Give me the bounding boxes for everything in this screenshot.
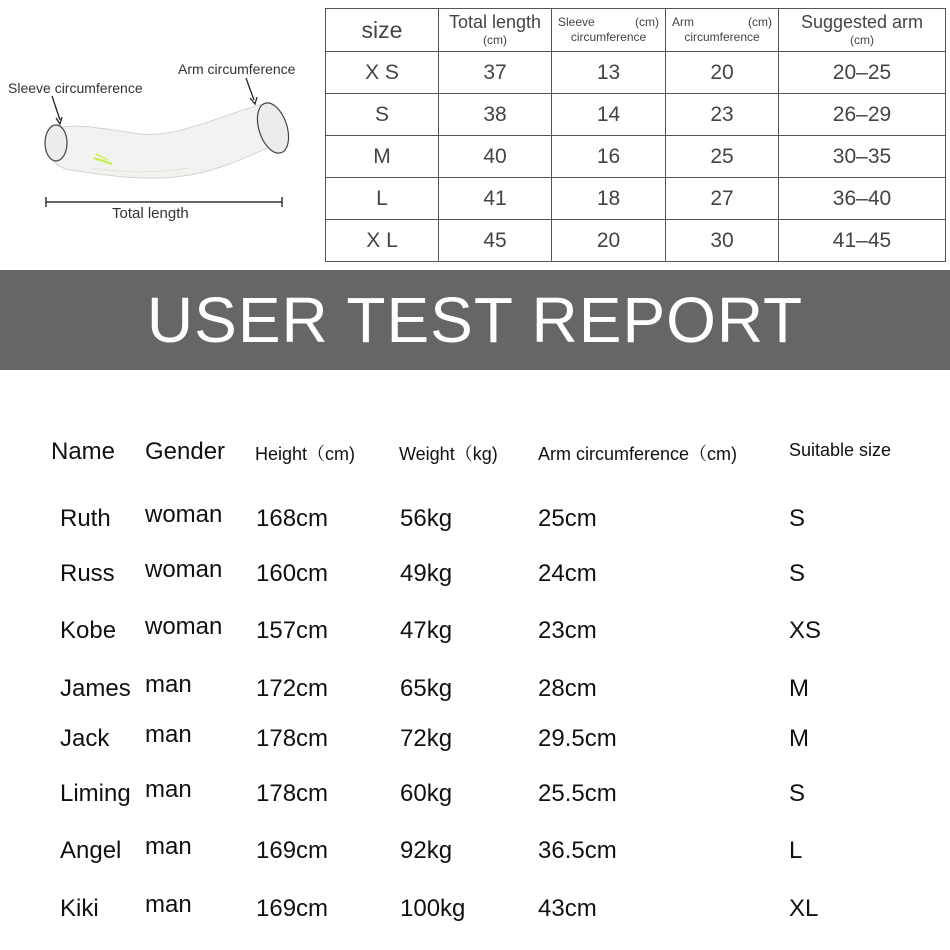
size-cell: X L <box>326 220 439 262</box>
report-name-cell: James <box>60 675 131 702</box>
report-header-gender: Gender <box>145 438 226 465</box>
size-cell: L <box>326 178 439 220</box>
report-banner <box>0 270 950 370</box>
report-gender-cell: woman <box>145 556 223 583</box>
report-height-cell: 172cm <box>256 675 329 702</box>
size-chart-table <box>325 8 946 262</box>
report-size-cell: XL <box>789 895 819 922</box>
size-cell: S <box>326 94 439 136</box>
report-arm-cell: 24cm <box>538 560 597 587</box>
report-size-cell: S <box>789 780 806 807</box>
report-size-cell: XS <box>789 617 822 644</box>
report-size-cell: L <box>789 837 803 864</box>
sleeve-circumference-label: Sleeve circumference <box>8 80 143 96</box>
report-gender-cell: woman <box>145 613 223 640</box>
report-gender-cell: man <box>145 776 192 803</box>
report-size-cell: M <box>789 725 809 752</box>
arm-circumference-label: Arm circumference <box>178 61 296 77</box>
report-name-cell: Liming <box>60 780 131 807</box>
header-total-length: Total length (cm) <box>439 9 552 52</box>
sleeve-cell: 20 <box>552 220 666 262</box>
total-length-label: Total length <box>112 205 189 222</box>
sleeve-diagram <box>0 0 320 262</box>
size-cell: M <box>326 136 439 178</box>
sleeve-cell: 16 <box>552 136 666 178</box>
total-length-cell: 40 <box>439 136 552 178</box>
report-size-cell: S <box>789 560 806 587</box>
header-arm-circumference: Arm (cm) circumference <box>666 9 779 52</box>
report-weight-cell: 100kg <box>400 895 466 922</box>
report-weight-cell: 60kg <box>400 780 453 807</box>
arm-cell: 23 <box>666 94 779 136</box>
suggested-cell: 36–40 <box>779 178 946 220</box>
report-header-size: Suitable size <box>789 440 892 460</box>
report-gender-cell: man <box>145 721 192 748</box>
size-chart-header-row <box>326 9 946 52</box>
report-weight-cell: 72kg <box>400 725 453 752</box>
size-row <box>326 136 946 178</box>
header-suggested-arm: Suggested arm (cm) <box>779 9 946 52</box>
report-size-cell: M <box>789 675 809 702</box>
arm-cell: 20 <box>666 52 779 94</box>
report-name-cell: Kiki <box>60 895 99 922</box>
report-size-cell: S <box>789 505 806 532</box>
suggested-cell: 26–29 <box>779 94 946 136</box>
report-height-cell: 157cm <box>256 617 329 644</box>
total-length-cell: 37 <box>439 52 552 94</box>
arm-sleeve-illustration <box>0 0 320 262</box>
header-size: size <box>326 9 439 52</box>
report-gender-cell: man <box>145 671 192 698</box>
report-arm-cell: 23cm <box>538 617 597 644</box>
report-name-cell: Kobe <box>60 617 117 644</box>
suggested-cell: 41–45 <box>779 220 946 262</box>
arm-cell: 25 <box>666 136 779 178</box>
size-cell: X S <box>326 52 439 94</box>
report-name-cell: Jack <box>60 725 110 752</box>
report-header-height: Height（cm) <box>255 444 356 464</box>
report-arm-cell: 25.5cm <box>538 780 617 807</box>
banner-title: USER TEST REPORT <box>146 284 804 356</box>
report-header-arm: Arm circumference（cm) <box>538 444 738 464</box>
report-weight-cell: 47kg <box>400 617 453 644</box>
header-sleeve-circumference: Sleeve (cm) circumference <box>552 9 666 52</box>
report-weight-cell: 49kg <box>400 560 453 587</box>
arm-cell: 30 <box>666 220 779 262</box>
sleeve-cell: 18 <box>552 178 666 220</box>
report-arm-cell: 28cm <box>538 675 597 702</box>
suggested-cell: 30–35 <box>779 136 946 178</box>
report-arm-cell: 43cm <box>538 895 597 922</box>
report-weight-cell: 56kg <box>400 505 453 532</box>
report-height-cell: 178cm <box>256 780 329 807</box>
sleeve-opening-small <box>45 125 67 161</box>
size-row <box>326 94 946 136</box>
total-length-cell: 41 <box>439 178 552 220</box>
report-arm-cell: 36.5cm <box>538 837 617 864</box>
size-row <box>326 220 946 262</box>
size-row <box>326 52 946 94</box>
sleeve-cell: 13 <box>552 52 666 94</box>
report-height-cell: 169cm <box>256 895 329 922</box>
total-length-cell: 45 <box>439 220 552 262</box>
report-height-cell: 169cm <box>256 837 329 864</box>
total-length-cell: 38 <box>439 94 552 136</box>
report-arm-cell: 29.5cm <box>538 725 617 752</box>
report-height-cell: 178cm <box>256 725 329 752</box>
report-header-name: Name <box>51 438 116 465</box>
report-height-cell: 168cm <box>256 505 329 532</box>
report-weight-cell: 65kg <box>400 675 453 702</box>
report-gender-cell: woman <box>145 501 223 528</box>
report-arm-cell: 25cm <box>538 505 597 532</box>
suggested-cell: 20–25 <box>779 52 946 94</box>
report-gender-cell: man <box>145 833 192 860</box>
report-gender-cell: man <box>145 891 192 918</box>
report-height-cell: 160cm <box>256 560 329 587</box>
sleeve-cell: 14 <box>552 94 666 136</box>
report-weight-cell: 92kg <box>400 837 453 864</box>
report-name-cell: Russ <box>60 560 115 587</box>
arm-cell: 27 <box>666 178 779 220</box>
report-name-cell: Ruth <box>60 505 111 532</box>
report-name-cell: Angel <box>60 837 122 864</box>
report-header-weight: Weight（kg) <box>399 444 498 464</box>
size-row <box>326 178 946 220</box>
